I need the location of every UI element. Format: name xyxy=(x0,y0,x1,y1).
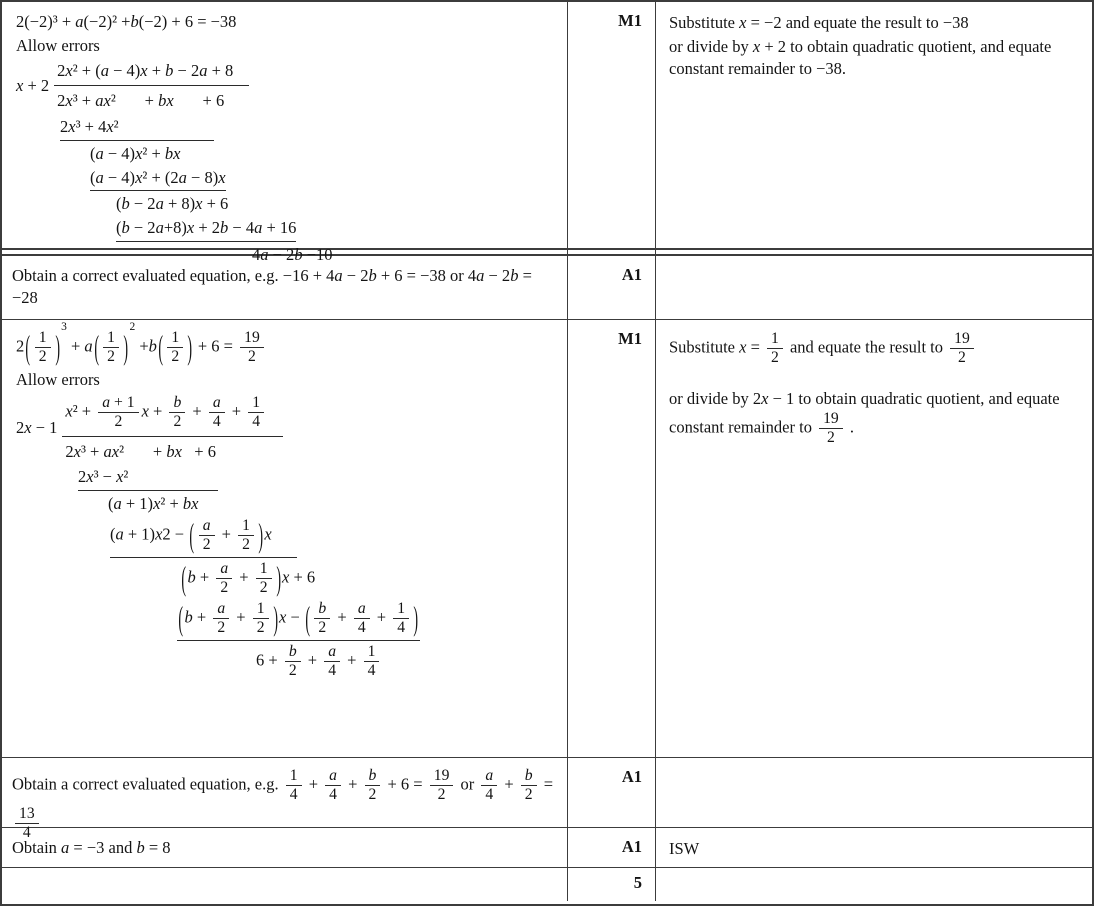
mark-cell xyxy=(568,868,656,901)
math-run: 2x³ + 4x² xyxy=(60,117,119,137)
text-run: or xyxy=(445,266,468,285)
fraction: $\frac{1}{4}$ xyxy=(364,644,380,680)
long-division-block xyxy=(16,394,557,463)
text-run: Allow errors xyxy=(16,35,100,55)
big-paren: ) xyxy=(187,327,193,367)
fraction: $\frac{a}{2}$ xyxy=(216,561,232,597)
math-line xyxy=(180,560,557,598)
math-run: 2x³ + ax² + bx + 6 xyxy=(65,441,216,461)
math-line xyxy=(669,12,1082,34)
math-run: 2x − 1 xyxy=(16,418,58,438)
fraction: $\frac{b}{2}$ xyxy=(365,768,381,804)
table-row xyxy=(2,2,1092,264)
math-run: x xyxy=(752,36,761,56)
text-run: Substitute xyxy=(669,13,740,32)
math-run: x² + xyxy=(65,401,96,421)
math-line xyxy=(177,600,557,641)
math-run: x xyxy=(264,524,272,544)
math-run: 2(−2)³ + a(−2)² +b(−2) + 6 = −38 xyxy=(16,12,237,31)
math-run: a xyxy=(61,838,70,857)
big-paren: ) xyxy=(413,598,419,638)
math-run: 2x³ + ax² + bx + 6 xyxy=(57,91,225,111)
text-run: Obtain xyxy=(12,838,62,857)
math-line xyxy=(12,265,557,309)
fraction: $\frac{13}{4}$ xyxy=(15,806,39,842)
math-line xyxy=(90,167,557,192)
text-run: . xyxy=(845,417,854,437)
text-run: = 8 xyxy=(144,838,171,857)
fraction: $\frac{1}{4}$ xyxy=(248,395,264,431)
big-paren: ( xyxy=(181,558,187,598)
fraction: $\frac{a}{4}$ xyxy=(325,768,341,804)
guidance-cell xyxy=(656,320,1092,757)
math-run: 6 + xyxy=(256,650,282,670)
math-run: + xyxy=(188,401,206,421)
text-run: or divide by xyxy=(669,36,753,56)
working-cell xyxy=(2,828,568,869)
math-line xyxy=(78,466,557,491)
math-run: 2x² + (a − 4)x + b − 2a + 8 xyxy=(57,60,234,80)
math-run: x + 6 xyxy=(282,567,316,587)
fraction: $\frac{b}{2}$ xyxy=(285,644,301,680)
math-run: + a xyxy=(66,336,93,356)
text-run: Allow errors xyxy=(16,369,100,389)
math-line xyxy=(110,517,557,558)
text-run: Obtain a correct evaluated equation, e.g. xyxy=(12,774,283,794)
mark-label: A1 xyxy=(621,837,642,856)
total-marks-label: 5 xyxy=(633,873,642,892)
fraction: $\frac{1}{2}$ xyxy=(238,518,254,554)
divisor xyxy=(16,75,49,97)
math-run: + xyxy=(333,607,351,627)
math-run: + xyxy=(304,774,323,794)
text-run: = xyxy=(746,337,765,357)
big-paren: ( xyxy=(189,515,195,555)
big-paren: ) xyxy=(258,515,264,555)
math-run: + xyxy=(235,567,253,587)
big-paren: ( xyxy=(158,327,163,367)
working-cell xyxy=(2,320,568,757)
math-line xyxy=(16,35,557,57)
math-run: x xyxy=(739,13,747,32)
text-run: = −3 and xyxy=(69,838,137,857)
mark-cell xyxy=(568,828,656,869)
math-run: + xyxy=(232,607,250,627)
math-run: 4a − 2b = −28 xyxy=(12,266,532,307)
text-run: + 2 to obtain quadratic quotient, and equate constant remainder to −38. xyxy=(669,36,1052,78)
math-run: + xyxy=(227,401,246,421)
math-run: b + xyxy=(187,567,214,587)
math-run: b + xyxy=(184,607,211,627)
fraction: $\frac{b}{2}$ xyxy=(521,768,537,804)
fraction: $\frac{19}{2}$ xyxy=(950,331,974,367)
guidance-cell xyxy=(656,868,1092,901)
math-run: + 6 = xyxy=(383,774,427,794)
text-run: or xyxy=(456,774,479,794)
fraction: $\frac{19}{2}$ xyxy=(819,411,843,447)
mark-label: A1 xyxy=(621,265,642,284)
math-run: −16 + 4a − 2b + 6 = −38 xyxy=(282,266,446,285)
big-paren: ( xyxy=(25,327,31,367)
math-line xyxy=(16,11,557,33)
big-paren: ( xyxy=(94,327,99,367)
math-run: + xyxy=(343,774,362,794)
math-run: (a + 1)x² + bx xyxy=(108,494,199,514)
quotient-line xyxy=(62,394,283,437)
math-run: b xyxy=(136,838,145,857)
mark-label: M1 xyxy=(618,329,642,348)
working-cell xyxy=(2,256,568,319)
text-run: = −2 and equate the result to −38 xyxy=(746,13,969,32)
working-cell xyxy=(2,2,568,275)
math-line xyxy=(16,369,557,391)
text-run: Obtain a correct evaluated equation, e.g. xyxy=(12,266,283,285)
big-paren: ( xyxy=(305,598,311,638)
big-paren: ) xyxy=(123,327,129,367)
table-row xyxy=(2,256,1092,320)
math-run: (b − 2a + 8)x + 6 xyxy=(116,194,229,214)
fraction: $\frac{1}{2}$ xyxy=(256,561,272,597)
quotient-line xyxy=(54,60,249,87)
math-line xyxy=(60,116,557,141)
text-run: or divide by xyxy=(669,388,753,408)
dividend-line xyxy=(62,437,283,463)
math-run: = xyxy=(539,774,554,794)
fraction: $\frac{b}{2}$ xyxy=(169,395,185,431)
math-line xyxy=(669,330,1082,368)
math-run: + xyxy=(372,607,391,627)
mark-cell xyxy=(568,256,656,319)
math-line xyxy=(90,143,557,165)
fraction: $\frac{a}{2}$ xyxy=(213,601,229,637)
table-row xyxy=(2,868,1092,900)
fraction: $\frac{1}{2}$ xyxy=(103,330,119,366)
math-run: (a − 4)x² + (2a − 8)x xyxy=(90,167,226,187)
fraction: $\frac{1}{4}$ xyxy=(393,601,409,637)
big-paren: ) xyxy=(272,598,278,638)
math-run: x + xyxy=(141,401,167,421)
fraction: $\frac{1}{2}$ xyxy=(35,330,51,366)
math-run: + xyxy=(500,774,518,794)
table-row xyxy=(2,828,1092,868)
math-line xyxy=(669,388,1082,448)
fraction: $\frac{1}{2}$ xyxy=(167,330,183,366)
math-run: (a − 4)x² + bx xyxy=(90,143,181,163)
big-paren: ) xyxy=(275,558,281,598)
fraction: $\frac{a}{2}$ xyxy=(199,518,215,554)
long-division-block xyxy=(16,60,557,113)
math-line xyxy=(256,643,557,681)
fraction: $\frac{1}{4}$ xyxy=(286,768,302,804)
math-line xyxy=(669,838,1082,860)
math-run: 2 xyxy=(16,336,25,356)
math-run: (a + 1)x2 − xyxy=(110,524,189,544)
math-line xyxy=(108,493,557,515)
math-run: x + 2 xyxy=(16,75,50,95)
math-line xyxy=(16,321,557,367)
dividend-line xyxy=(54,86,249,112)
math-run: 2x³ − x² xyxy=(78,467,129,487)
working-cell xyxy=(2,868,568,901)
fraction: $\frac{19}{2}$ xyxy=(240,330,264,366)
math-line xyxy=(116,193,557,215)
math-run: 4a − 2b −10 xyxy=(252,244,333,264)
fraction: $\frac{a + 1}{2}$ xyxy=(98,395,138,431)
divisor xyxy=(16,417,57,439)
fraction: $\frac{b}{2}$ xyxy=(314,601,330,637)
math-line xyxy=(669,36,1082,80)
exponent: 3 xyxy=(61,321,67,334)
mark-label: A1 xyxy=(621,767,642,786)
math-line xyxy=(116,217,557,242)
text-run: Substitute xyxy=(669,337,740,357)
text-run: and equate the result to xyxy=(785,337,948,357)
big-paren: ( xyxy=(178,598,184,638)
mark-label: M1 xyxy=(618,11,642,30)
math-run: x − xyxy=(279,607,304,627)
guidance-cell xyxy=(656,828,1092,869)
math-run: + xyxy=(217,524,236,544)
fraction: $\frac{a}{4}$ xyxy=(209,395,225,431)
fraction: $\frac{a}{4}$ xyxy=(481,768,497,804)
fraction: $\frac{19}{2}$ xyxy=(430,768,454,804)
math-run: x xyxy=(739,337,747,357)
fraction: $\frac{a}{4}$ xyxy=(354,601,370,637)
guidance-cell xyxy=(656,2,1092,275)
math-run: + xyxy=(303,650,322,670)
math-run: +b xyxy=(135,336,157,356)
mark-cell xyxy=(568,2,656,275)
math-run: (b − 2a+8)x + 2b − 4a + 16 xyxy=(116,218,297,238)
fraction: $\frac{1}{2}$ xyxy=(253,601,269,637)
table-row xyxy=(2,320,1092,758)
math-run: 2x xyxy=(752,388,769,408)
big-paren: ) xyxy=(54,327,60,367)
fraction: $\frac{1}{2}$ xyxy=(767,331,783,367)
table-row xyxy=(2,758,1092,842)
math-run: + xyxy=(343,650,361,670)
fraction: $\frac{a}{4}$ xyxy=(324,644,340,680)
math-line xyxy=(12,837,557,859)
math-run: + 6 = xyxy=(193,336,238,356)
text-run: ISW xyxy=(669,839,700,858)
exponent: 2 xyxy=(129,321,136,334)
text-run: − 1 to obtain quadratic quotient, and equate constant remainder to xyxy=(669,388,1060,437)
mark-cell xyxy=(568,320,656,757)
guidance-cell xyxy=(656,256,1092,319)
